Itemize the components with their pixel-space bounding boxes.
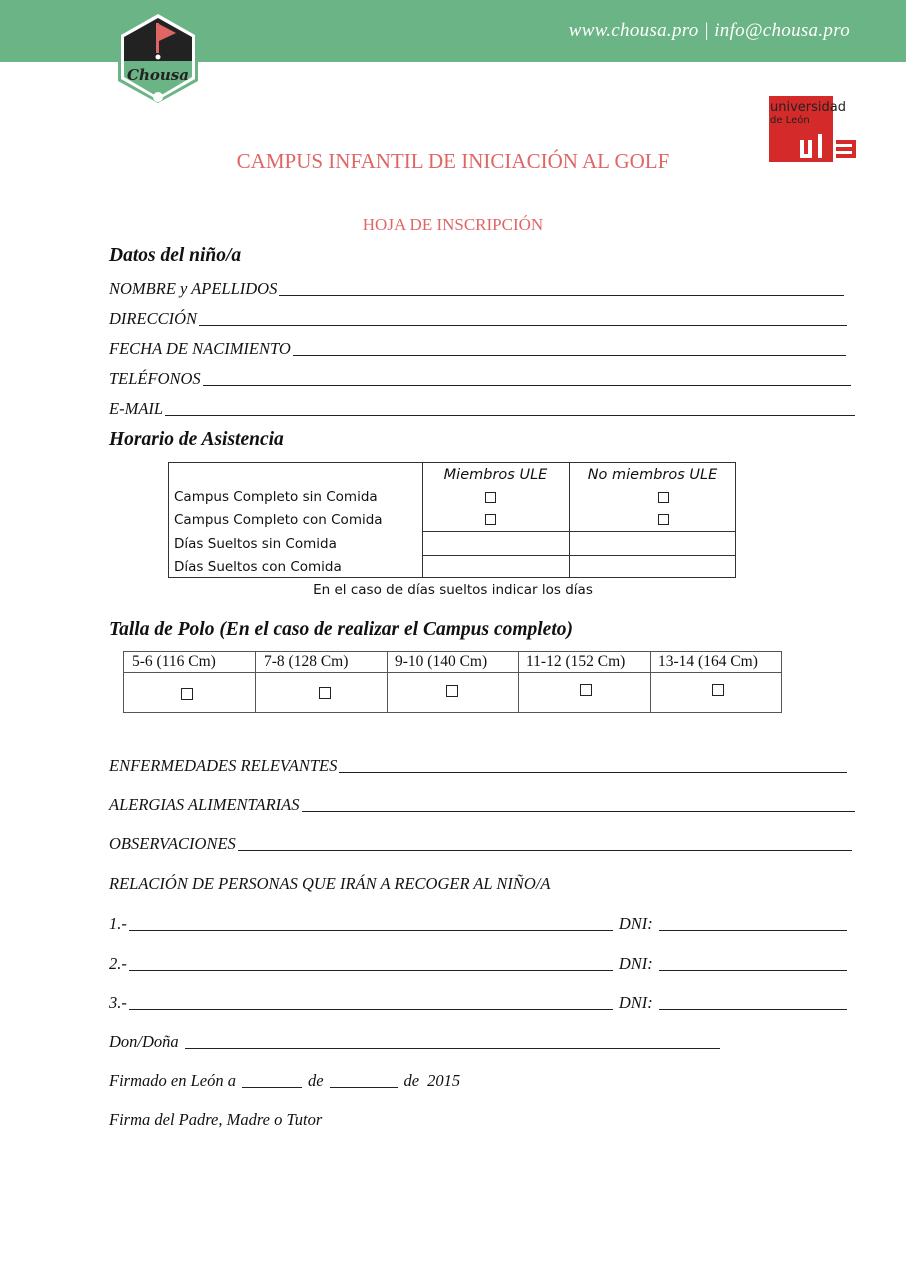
- table-divider: [124, 672, 781, 673]
- dni-label: DNI:: [618, 954, 653, 973]
- pickup-row-1[interactable]: [109, 914, 847, 934]
- checkbox-full-no-meal-non-members[interactable]: [658, 492, 669, 503]
- checkbox-size-9-10[interactable]: [446, 685, 458, 697]
- pickup-name-blank[interactable]: [129, 915, 613, 931]
- dni-blank[interactable]: [659, 955, 847, 971]
- signer-label: Firma del Padre, Madre o Tutor: [109, 1110, 323, 1129]
- form-subtitle: HOJA DE INSCRIPCIÓN: [362, 215, 544, 234]
- illnesses-blank[interactable]: [339, 757, 847, 773]
- chousa-logo: [114, 9, 202, 105]
- checkbox-full-with-meal-non-members[interactable]: [658, 514, 669, 525]
- don-field[interactable]: [109, 1032, 720, 1052]
- allergies-blank[interactable]: [302, 796, 855, 812]
- chousa-logo-text: Chousa: [127, 66, 189, 84]
- checkbox-size-7-8[interactable]: [319, 687, 331, 699]
- col-non-members-ule: No miembros ULE: [587, 467, 718, 483]
- schedule-table: [168, 462, 736, 578]
- table-divider: [255, 652, 256, 712]
- polo-heading: Talla de Polo (En el caso de realizar el Campus completo): [109, 619, 574, 640]
- ule-logo-text-1: universidad: [770, 100, 846, 115]
- header-contact[interactable]: www.chousa.pro | info@chousa.pro: [568, 20, 850, 41]
- birthdate-label: FECHA DE NACIMIENTO: [109, 339, 291, 358]
- phones-blank[interactable]: [203, 370, 851, 386]
- checkbox-size-11-12[interactable]: [580, 684, 592, 696]
- observations-label: OBSERVACIONES: [109, 834, 236, 853]
- size-label: 7-8 (128 Cm): [264, 653, 349, 670]
- table-divider: [422, 531, 735, 532]
- col-members-ule: Miembros ULE: [443, 467, 548, 483]
- pickup-name-blank[interactable]: [129, 994, 613, 1010]
- email-blank[interactable]: [165, 400, 855, 416]
- dni-blank[interactable]: [659, 915, 847, 931]
- address-label: DIRECCIÓN: [109, 309, 197, 328]
- don-blank[interactable]: [185, 1033, 720, 1049]
- checkbox-size-13-14[interactable]: [712, 684, 724, 696]
- email-field[interactable]: [109, 399, 855, 419]
- table-divider: [518, 652, 519, 712]
- name-field[interactable]: [109, 279, 844, 299]
- pickup-row-2[interactable]: [109, 954, 847, 974]
- size-label: 5-6 (116 Cm): [132, 653, 216, 670]
- signed-year: 2015: [427, 1071, 461, 1090]
- schedule-note: En el caso de días sueltos indicar los días: [313, 582, 593, 598]
- dni-label: DNI:: [618, 914, 653, 933]
- dni-blank[interactable]: [659, 994, 847, 1010]
- table-divider: [650, 652, 651, 712]
- pickup-heading: RELACIÓN DE PERSONAS QUE IRÁN A RECOGER AL NIÑO/A: [109, 874, 551, 893]
- checkbox-size-5-6[interactable]: [181, 688, 193, 700]
- polo-size-table: [123, 651, 782, 713]
- signed-de-1: de: [307, 1071, 324, 1090]
- row-days-with-meal: Días Sueltos con Comida: [174, 559, 342, 575]
- name-label: NOMBRE y APELLIDOS: [109, 279, 278, 298]
- form-title: CAMPUS INFANTIL DE INICIACIÓN AL GOLF: [236, 149, 670, 173]
- child-data-heading: Datos del niño/a: [109, 245, 242, 266]
- table-divider: [387, 652, 388, 712]
- address-blank[interactable]: [199, 310, 847, 326]
- signed-prefix: Firmado en León a: [109, 1071, 236, 1090]
- dni-label: DNI:: [618, 993, 653, 1012]
- row-full-with-meal: Campus Completo con Comida: [174, 512, 383, 528]
- row-full-no-meal: Campus Completo sin Comida: [174, 489, 378, 505]
- name-blank[interactable]: [279, 280, 844, 296]
- day-blank[interactable]: [242, 1072, 302, 1088]
- pickup-row-3[interactable]: [109, 993, 847, 1013]
- pickup-number: 2.-: [109, 954, 127, 973]
- checkbox-full-no-meal-members[interactable]: [485, 492, 496, 503]
- don-label: Don/Doña: [109, 1032, 179, 1051]
- size-label: 13-14 (164 Cm): [658, 653, 758, 670]
- pickup-number: 1.-: [109, 914, 127, 933]
- row-days-no-meal: Días Sueltos sin Comida: [174, 536, 337, 552]
- pickup-number: 3.-: [109, 993, 127, 1012]
- birthdate-field[interactable]: [109, 339, 846, 359]
- observations-field[interactable]: [109, 834, 852, 854]
- illnesses-label: ENFERMEDADES RELEVANTES: [109, 756, 338, 775]
- allergies-field[interactable]: [109, 795, 855, 815]
- schedule-heading: Horario de Asistencia: [109, 429, 284, 450]
- birthdate-blank[interactable]: [293, 340, 846, 356]
- table-divider: [422, 555, 735, 556]
- month-blank[interactable]: [330, 1072, 398, 1088]
- phones-field[interactable]: [109, 369, 851, 389]
- size-label: 9-10 (140 Cm): [395, 653, 488, 670]
- signed-line[interactable]: [109, 1071, 460, 1091]
- signed-de-2: de: [403, 1071, 420, 1090]
- phones-label: TELÉFONOS: [109, 369, 201, 388]
- email-label: E-MAIL: [109, 399, 164, 418]
- address-field[interactable]: [109, 309, 847, 329]
- checkbox-full-with-meal-members[interactable]: [485, 514, 496, 525]
- illnesses-field[interactable]: [109, 756, 847, 776]
- observations-blank[interactable]: [238, 835, 852, 851]
- allergies-label: ALERGIAS ALIMENTARIAS: [109, 795, 300, 814]
- pickup-name-blank[interactable]: [129, 955, 613, 971]
- ule-logo-text-2: de León: [770, 115, 810, 126]
- size-label: 11-12 (152 Cm): [526, 653, 626, 670]
